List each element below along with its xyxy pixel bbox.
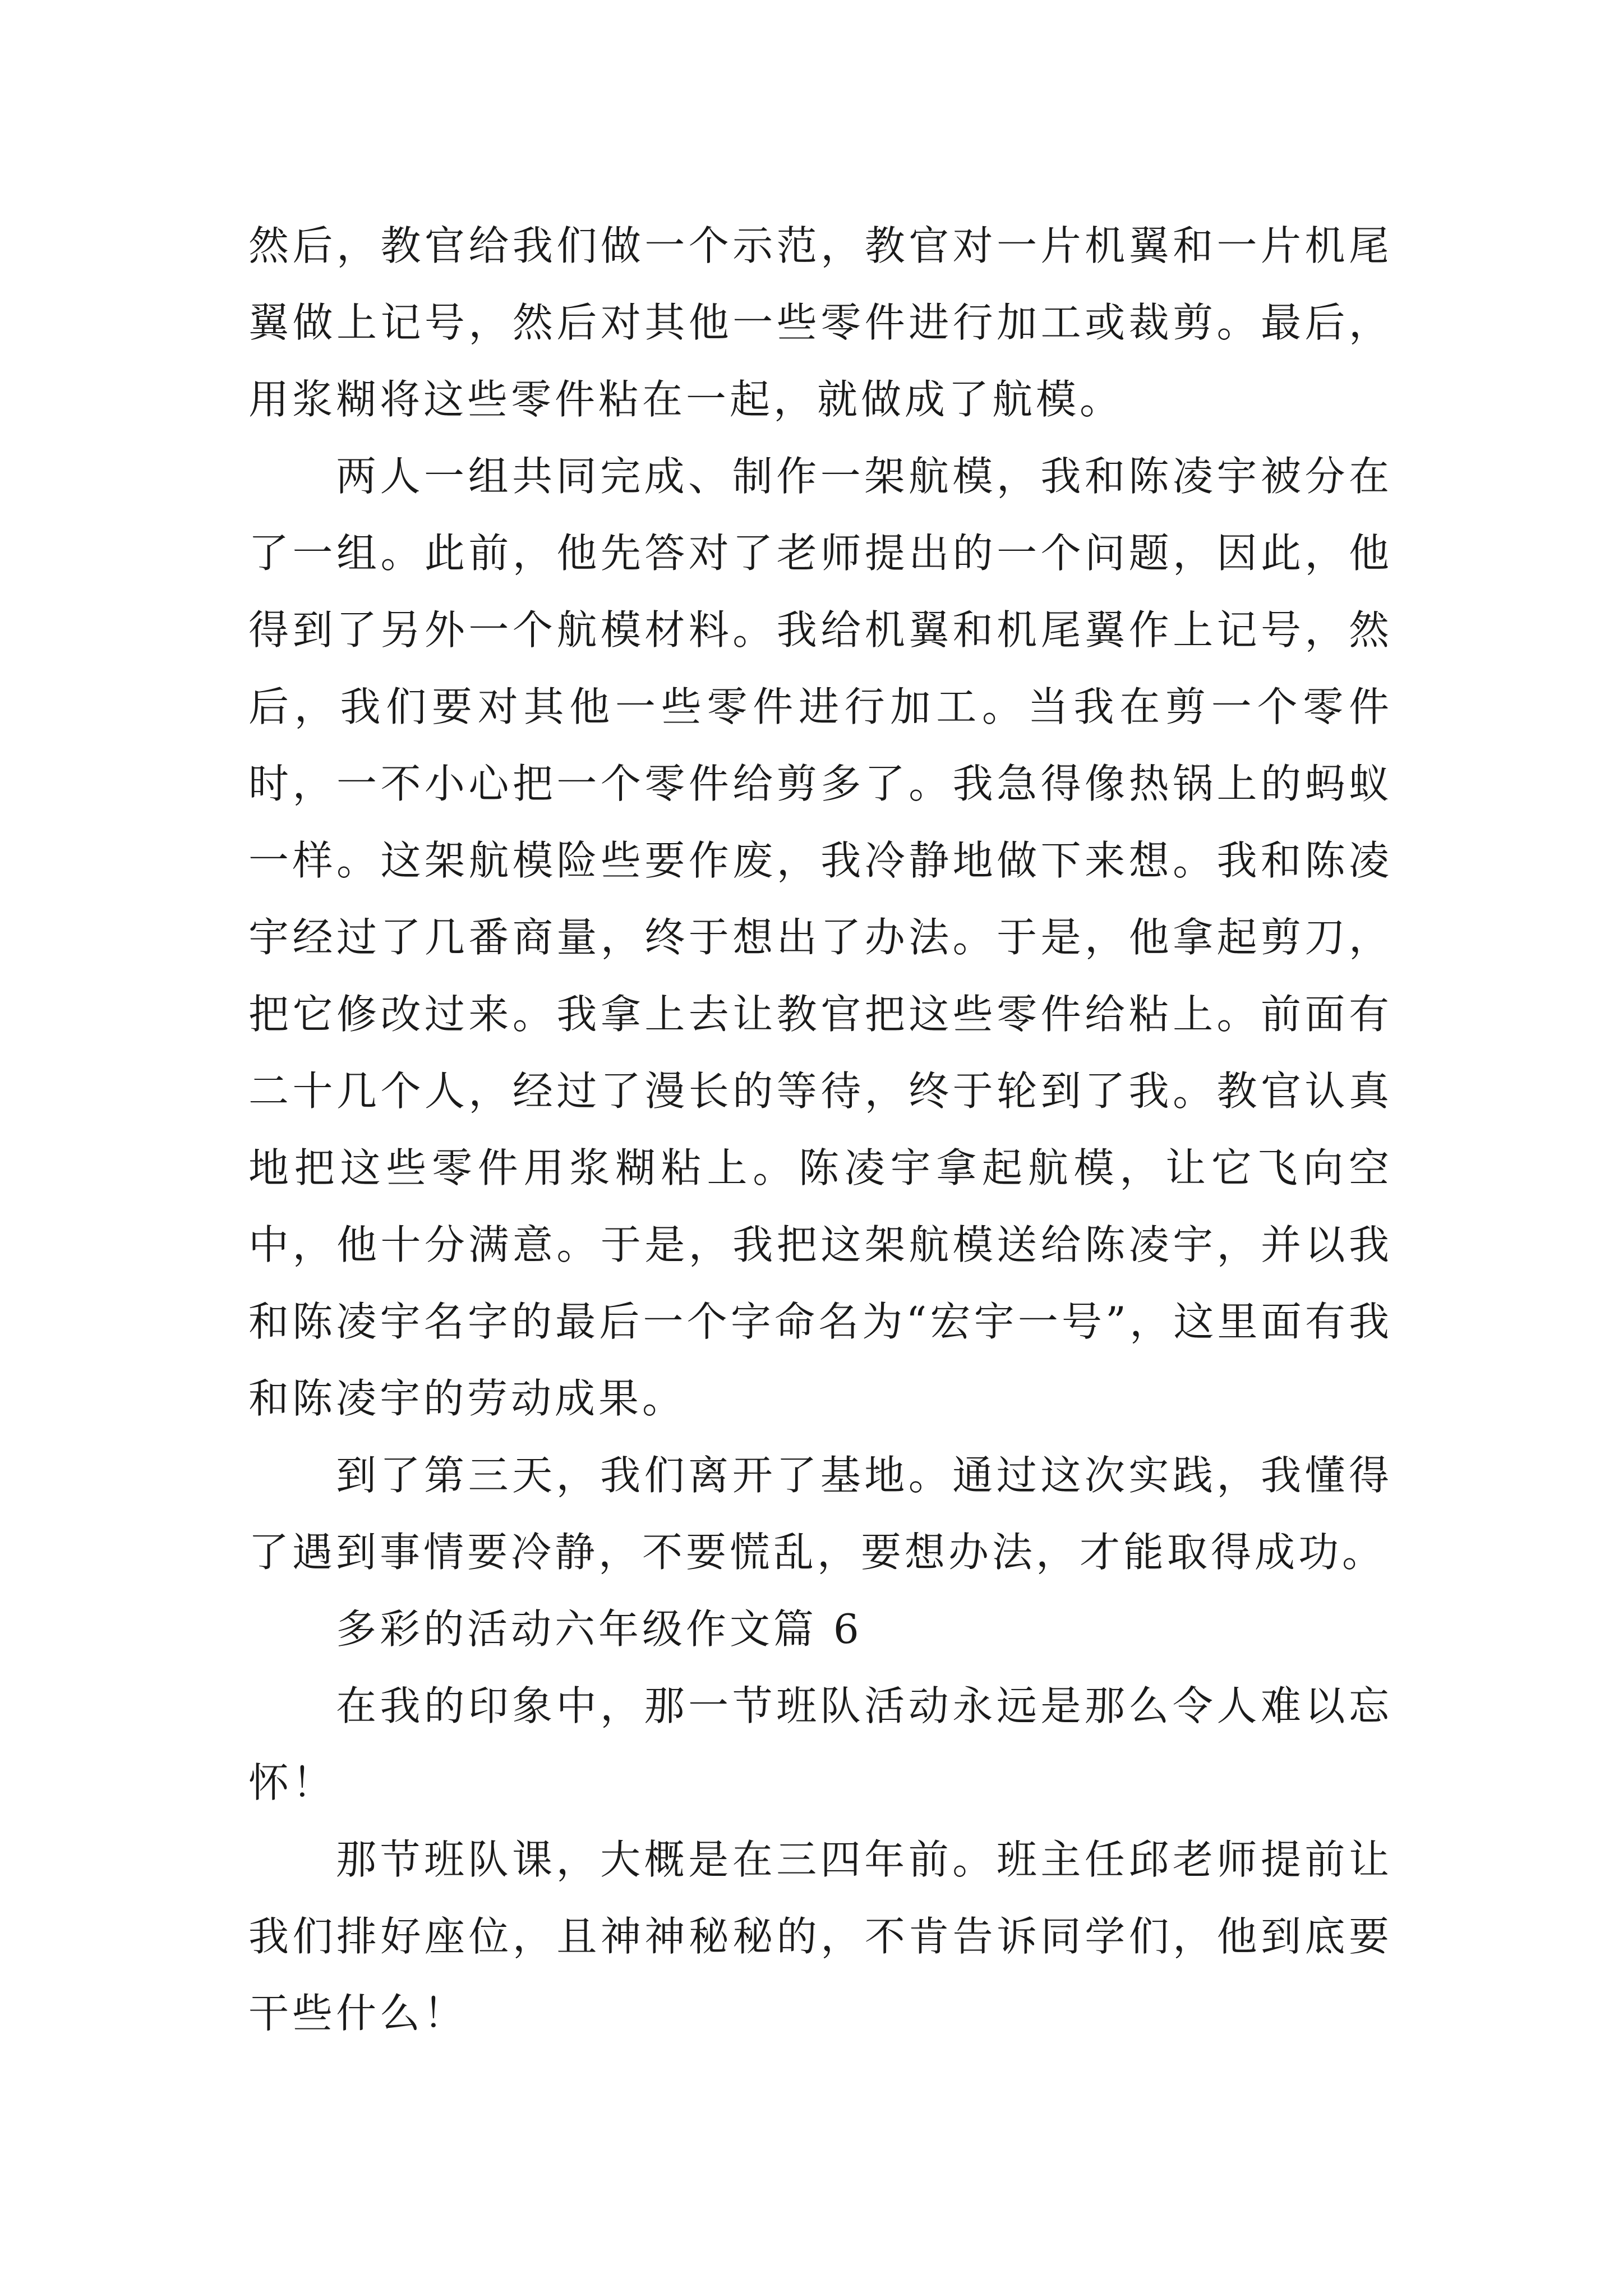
document-body bbox=[248, 208, 1393, 2052]
paragraph-5: 那节班队课，大概是在三四年前。班主任邱老师提前让我们排好座位，且神神秘秘的，不肯告诉同学们，他到底要干些什么！ bbox=[248, 1836, 1393, 2037]
paragraph-2: 两人一组共同完成、制作一架航模，我和陈凌宇被分在了一组。此前，他先答对了老师提出的一个问题，因此，他得到了另外一个航模材料。我给机翼和机尾翼作上记号，然后，我们要对其他一些零件进行加工。当我在剪一个零件时，一不小心把一个零件给剪多了。我急得像热锅上的蚂蚁一样。这架航模险些要作废，我冷静地做下来想。我和陈凌宇经过了几番商量，终于想出了办法。于是，他拿起剪刀，把它修改过来。我拿上去让教官把这些零件给粘上。前面有二十几个人，经过了漫长的等待，终于轮到了我。教官认真地把这些零件用浆糊粘上。陈凌宇拿起航模，让它飞向空中，他十分满意。于是，我把这架航模送给陈凌宇，并以我和陈凌宇名字的最后一个字命名为“宏宇一号”，这里面有我和陈凌宇的劳动成果。 bbox=[248, 453, 1393, 1422]
paragraph-4: 在我的印象中，那一节班队活动永远是那么令人难以忘怀！ bbox=[248, 1682, 1393, 1806]
section-heading: 多彩的活动六年级作文篇 6 bbox=[336, 1605, 863, 1653]
paragraph-3: 到了第三天，我们离开了基地。通过这次实践，我懂得了遇到事情要冷静，不要慌乱，要想办法，才能取得成功。 bbox=[248, 1452, 1393, 1576]
paragraph-1: 然后，教官给我们做一个示范，教官对一片机翼和一片机尾翼做上记号，然后对其他一些零件进行加工或裁剪。最后，用浆糊将这些零件粘在一起，就做成了航模。 bbox=[248, 222, 1393, 423]
